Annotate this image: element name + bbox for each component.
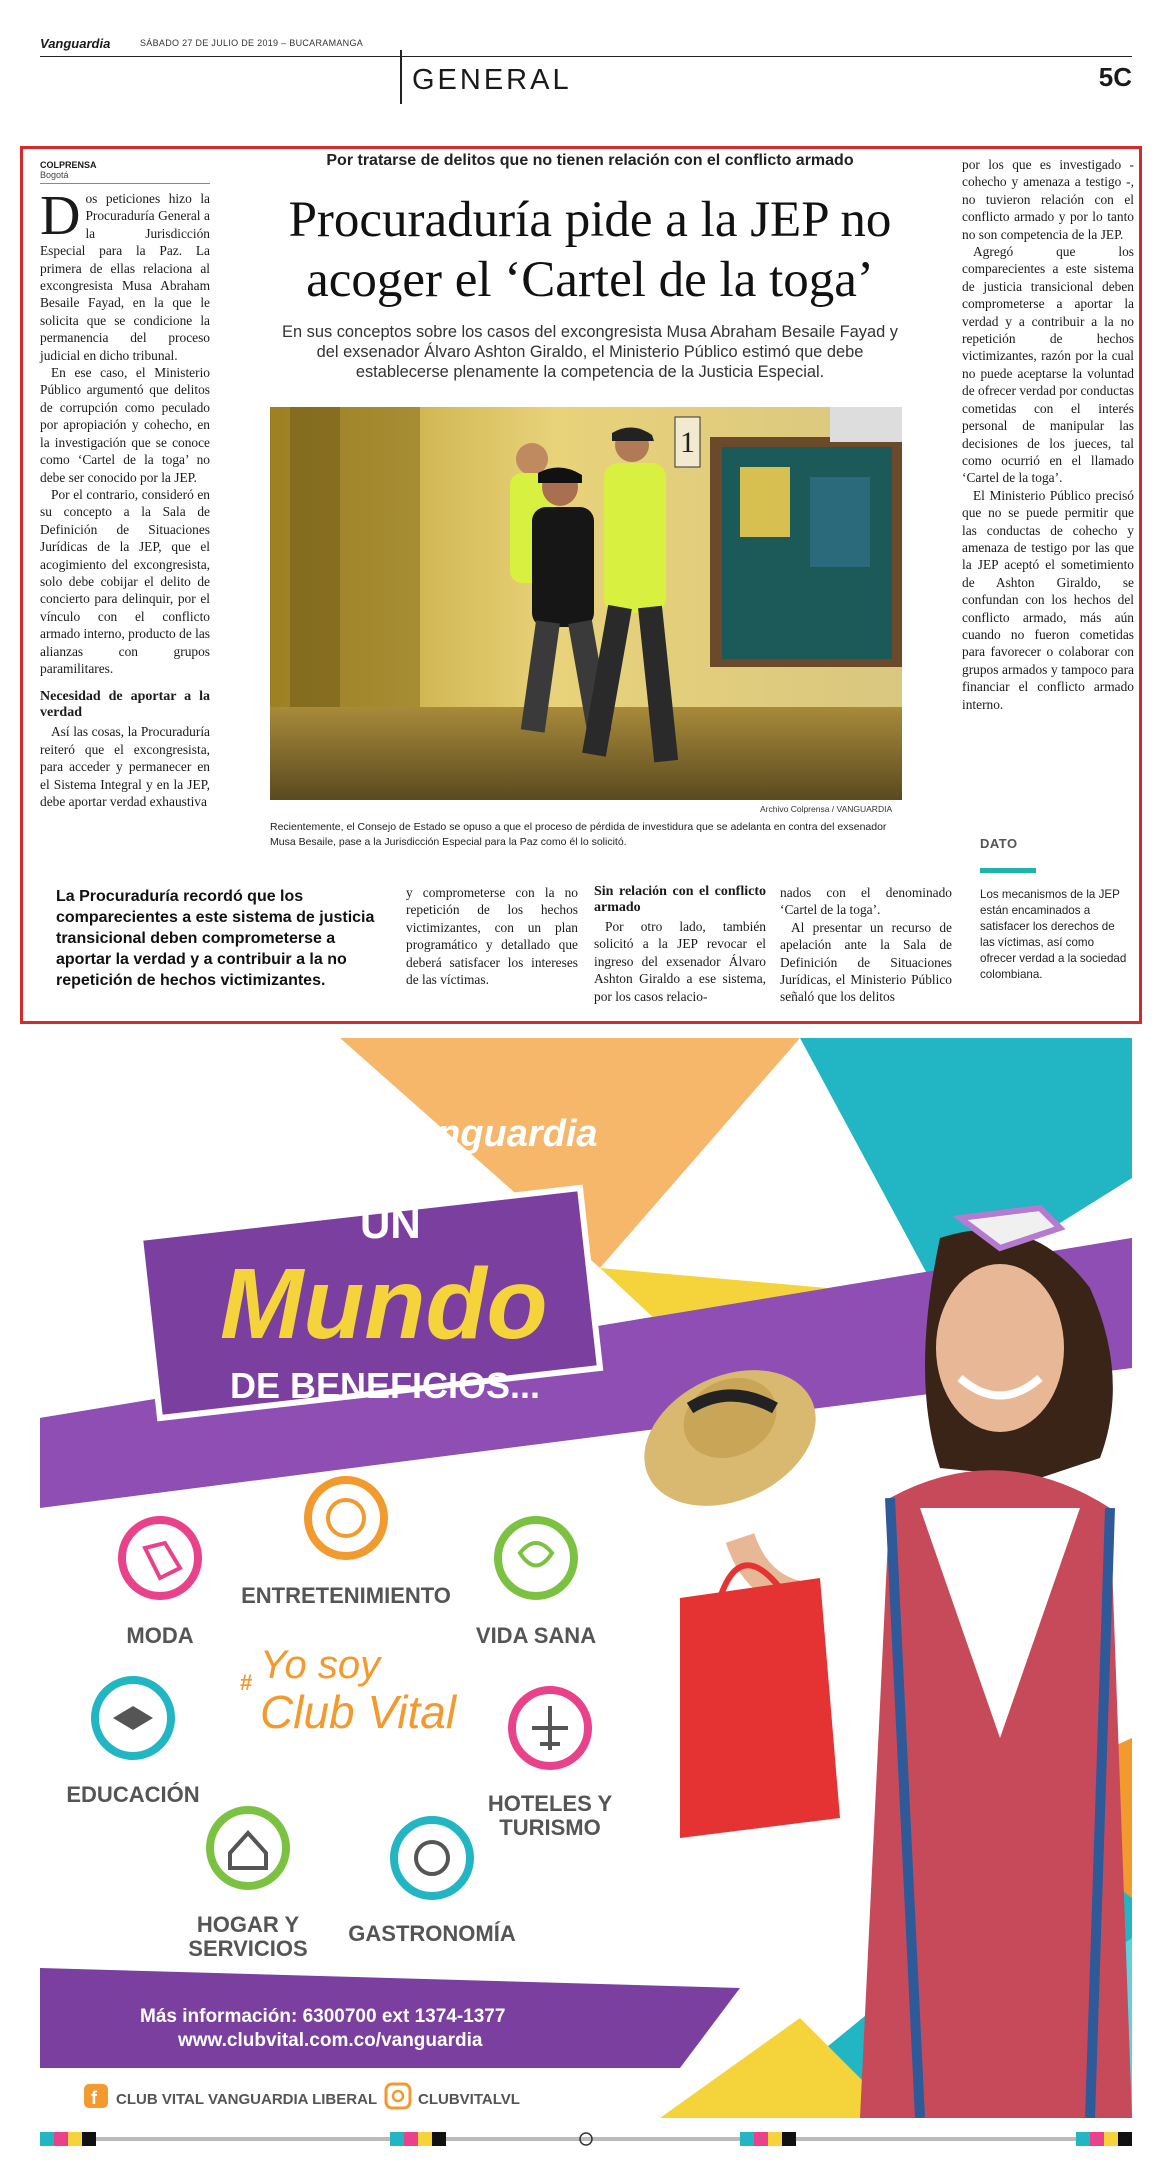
dato-label: DATO (980, 836, 1018, 851)
svg-text:1: 1 (680, 426, 695, 459)
paragraph: nados con el denominado ‘Cartel de la toga’. (780, 885, 952, 918)
svg-text:#: # (240, 1670, 253, 1695)
pull-quote: La Procuraduría recordó que los comparecientes a este sistema de justicia transicional deben comprometerse a aportar la verdad y a contribuir a la no repetición de hechos victimizantes. (56, 888, 375, 989)
mundo-text: Mundo (220, 1248, 548, 1360)
paragraph: Agregó que los comparecientes a este sistema de justicia transicional deben comprometerse a aportar la verdad y a contribuir a la no repetición de hechos victimizantes, razón por la cual no puede aceptarse la voluntad de ofrecer verdad por conductas cometidas con el interés personal de manipular las decisiones de los jueces, tal como ocurrió en el llamado ‘Cartel de la toga’. (962, 244, 1134, 486)
paragraph: Por el contrario, consideró en su concepto a la Sala de Definición de Situaciones Jurídicas de la JEP, que el acogimiento del excongresista, solo debe cobijar el delito de concierto para delinquir, por el vínculo con el conflicto armado interno, producto de las alianzas con grupos paramilitares. (40, 486, 210, 676)
byline-city: Bogotá (40, 170, 69, 180)
facebook-handle: CLUB VITAL VANGUARDIA LIBERAL (116, 2091, 378, 2108)
paragraph: y comprometerse con la no repetición de los hechos victimizantes, con un plan programático y detallado que deberá satisfacer los intereses de las víctimas. (406, 885, 578, 988)
un-text: UN (360, 1200, 421, 1247)
masthead (40, 34, 1132, 57)
article-column-5 (406, 884, 578, 988)
clubvital-advertisement (40, 1038, 1132, 2118)
svg-text:f: f (91, 2088, 97, 2108)
hashtag-line-2: Club Vital (260, 1686, 457, 1738)
svg-text:EDUCACIÓN: EDUCACIÓN (66, 1782, 200, 1807)
info-phone: Más información: 6300700 ext 1374-1377 (140, 2006, 506, 2027)
paragraph: por los que es investigado - cohecho y amenaza a testigo -, no tuvieron relación con el conflicto armado y por lo tanto no son competencia de la JEP. (962, 157, 1134, 242)
subhead: Necesidad de aportar a la verdad (40, 689, 210, 721)
section-title: GENERAL (400, 50, 572, 104)
headline-line-2: acoger el ‘Cartel de la toga’ (306, 252, 874, 308)
svg-text:MODA: MODA (126, 1623, 194, 1648)
instagram-handle: CLUBVITALVL (418, 2091, 520, 2108)
shopping-bag (680, 1565, 840, 1838)
kicker: Por tratarse de delitos que no tienen relación con el conflicto armado (326, 152, 854, 169)
subhead: Sin relación con el conflicto armado (594, 884, 766, 915)
print-registration-bar (40, 2132, 1132, 2146)
paragraph: En ese caso, el Ministerio Público argumentó que delitos de corrupción como peculado por apropiación y cohecho, en la investigación que se conoce como ‘Cartel de la toga’ no debe ser conocido por la JEP. (40, 365, 210, 485)
paragraph: os peticiones hizo la Procuraduría General a la Jurisdicción Especial para la Paz. La primera de ellas relaciona al excongresista Musa Abraham Besaile Fayad, en la que le solicita que se condicione la permanencia del proceso judicial en dicho tribunal. (40, 191, 210, 363)
article-column-1 (40, 185, 210, 810)
news-photo (270, 407, 902, 800)
clubvital-wordmark: Clubvital (152, 1107, 321, 1156)
brand-logo: Vanguardia (40, 36, 111, 51)
svg-text:HOGAR Y: HOGAR Y (196, 1912, 300, 1937)
article-column-4 (962, 156, 1134, 713)
svg-text:SERVICIOS: SERVICIOS (188, 1936, 308, 1961)
photo-credit: Archivo Colprensa / VANGUARDIA (760, 804, 893, 814)
headline-line-1: Procuraduría pide a la JEP no (288, 192, 892, 248)
dateline: SÁBADO 27 DE JULIO DE 2019 – BUCARAMANGA (140, 38, 364, 48)
page-number: 5C (1098, 62, 1132, 92)
deck: En sus conceptos sobre los casos del excongresista Musa Abraham Besaile Fayad y del exsenador Álvaro Ashton Giraldo, el Ministerio Público estimó que debe establecerse plenamente la competencia de la Justicia Especial. (282, 323, 898, 381)
hashtag-line-1: Yo soy (260, 1643, 381, 1687)
svg-text:cv: cv (104, 1118, 131, 1145)
svg-text:GASTRONOMÍA: GASTRONOMÍA (348, 1921, 516, 1946)
svg-text:ENTRETENIMIENTO: ENTRETENIMIENTO (241, 1583, 451, 1608)
paragraph: Al presentar un recurso de apelación ante la Sala de Definición de Situaciones Jurídicas, el Ministerio Público señaló que los delitos (780, 919, 952, 1005)
byline-agency: COLPRENSA (40, 160, 97, 170)
paragraph: Así las cosas, la Procuraduría reiteró que el excongresista, para acceder y permanecer en el Sistema Integral y en la JEP, debe aportar verdad exhaustiva (40, 724, 210, 809)
paragraph: Por otro lado, también solicitó a la JEP revocar el ingreso del exsenador Álvaro Ashton Giraldo a ese sistema, por los casos relacio- (594, 919, 766, 1004)
article-column-7 (780, 884, 952, 1006)
svg-text:VIDA SANA: VIDA SANA (475, 1623, 597, 1648)
svg-text:HOTELES Y: HOTELES Y (487, 1791, 613, 1816)
paragraph: El Ministerio Público precisó que no se puede permitir que las conductas de cohecho y amenaza de testigo por las que la JEP aceptó el sometimiento de Ashton Giraldo, se confundan con los hechos del conflicto armado, más aún cuando no fueron cometidas para favorecer o colaborar con grupos armados y tampoco para financiar el conflicto armado interno. (962, 487, 1134, 712)
drop-cap: D (40, 185, 81, 247)
svg-text:TURISMO: TURISMO (499, 1815, 601, 1840)
vanguardia-logo: Vanguardia (392, 1113, 598, 1155)
photo-caption: Recientemente, el Consejo de Estado se opuso a que el proceso de pérdida de investidura que se adelanta en contra del exsenador Musa Besaile, pase a la Jurisdicción Especial para la Paz como él lo solicitó. (270, 821, 887, 848)
suscriptores-label: SUSCRIPTORES (200, 1160, 315, 1171)
beneficios-text: DE BENEFICIOS... (230, 1365, 541, 1406)
article-column-6 (594, 884, 766, 1005)
dato-accent-bar (980, 868, 1036, 873)
byline (40, 160, 210, 184)
headline (230, 190, 950, 310)
info-website: www.clubvital.com.co/vanguardia (178, 2030, 483, 2051)
dato-text: Los mecanismos de la JEP están encaminados a satisfacer los derechos de las víctimas, así como ofrecer verdad a la sociedad colombiana. (980, 888, 1127, 981)
